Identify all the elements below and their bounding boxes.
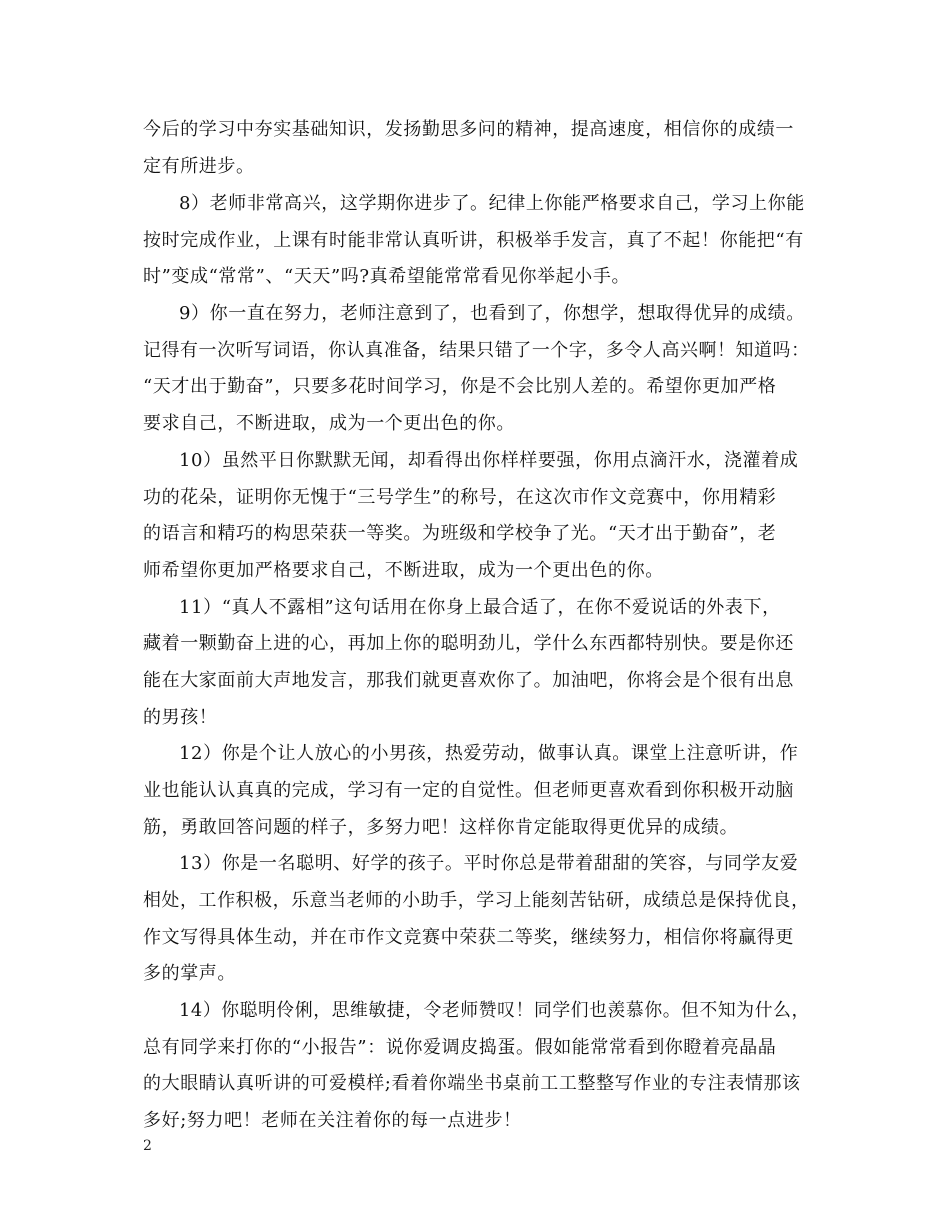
text-line: 时”变成“常常”、“天天”吗?真希望能常常看见你举起小手。 <box>143 266 631 287</box>
text-line: 的大眼睛认真听讲的可爱模样;看着你端坐书桌前工工整整写作业的专注表情那该 <box>143 1073 801 1094</box>
paragraph-11-start: 11）“真人不露相”这句话用在你身上最合适了，在你不爱说话的外表下， <box>179 597 781 618</box>
paragraph-12-start: 12）你是个让人放心的小男孩，热爱劳动，做事认真。课堂上注意听讲，作 <box>179 743 799 764</box>
text-line: 相处，工作积极，乐意当老师的小助手，学习上能刻苦钻研，成绩总是保持优良， <box>143 890 810 911</box>
text-line: 师希望你更加严格要求自己，不断进取，成为一个更出色的你。 <box>143 560 664 581</box>
page-number: 2 <box>143 1138 152 1154</box>
text-line: 的男孩！ <box>143 707 218 728</box>
text-line: 业也能认认真真的完成，学习有一定的自觉性。但老师更喜欢看到你积极开动脑 <box>143 780 794 801</box>
text-line: 筋，勇敢回答问题的样子，多努力吧！这样你肯定能取得更优异的成绩。 <box>143 817 739 838</box>
text-line: 作文写得具体生动，并在市作文竞赛中荣获二等奖，继续努力，相信你将赢得更 <box>143 927 794 948</box>
text-line: 总有同学来打你的“小报告”：说你爱调皮捣蛋。假如能常常看到你瞪着亮晶晶 <box>143 1037 777 1058</box>
paragraph-13-start: 13）你是一名聪明、好学的孩子。平时你总是带着甜甜的笑容，与同学友爱 <box>179 853 799 874</box>
text-line: 定有所进步。 <box>143 156 255 177</box>
text-line: 记得有一次听写词语，你认真准备，结果只错了一个字，多令人高兴啊！知道吗： <box>143 340 810 361</box>
text-line: 功的花朵，证明你无愧于“三号学生”的称号，在这次市作文竞赛中，你用精彩 <box>143 487 777 508</box>
text-line: 今后的学习中夯实基础知识，发扬勤思多问的精神，提高速度，相信你的成绩一 <box>143 119 794 140</box>
text-line: 的语言和精巧的构思荣获一等奖。为班级和学校争了光。“天才出于勤奋”，老 <box>143 523 777 544</box>
text-line: 多好;努力吧！老师在关注着你的每一点进步！ <box>143 1110 522 1131</box>
text-line: 按时完成作业，上课有时能非常认真听讲，积极举手发言，真了不起！你能把“有 <box>143 230 804 251</box>
paragraph-8-start: 8）老师非常高兴，这学期你进步了。纪律上你能严格要求自己，学习上你能 <box>179 193 805 214</box>
paragraph-9-start: 9）你一直在努力，老师注意到了，也看到了，你想学，想取得优异的成绩。 <box>179 303 805 324</box>
text-line: “天才出于勤奋”，只要多花时间学习，你是不会比别人差的。希望你更加严格 <box>143 376 777 397</box>
text-line: 能在大家面前大声地发言，那我们就更喜欢你了。加油吧，你将会是个很有出息 <box>143 670 794 691</box>
text-line: 要求自己，不断进取，成为一个更出色的你。 <box>143 413 515 434</box>
paragraph-10-start: 10）虽然平日你默默无闻，却看得出你样样要强，你用点滴汗水，浇灌着成 <box>179 450 799 471</box>
paragraph-14-start: 14）你聪明伶俐，思维敏捷，令老师赞叹！同学们也羡慕你。但不知为什么， <box>179 1000 810 1021</box>
text-line: 藏着一颗勤奋上进的心，再加上你的聪明劲儿，学什么东西都特别快。要是你还 <box>143 633 794 654</box>
text-line: 多的掌声。 <box>143 963 236 984</box>
